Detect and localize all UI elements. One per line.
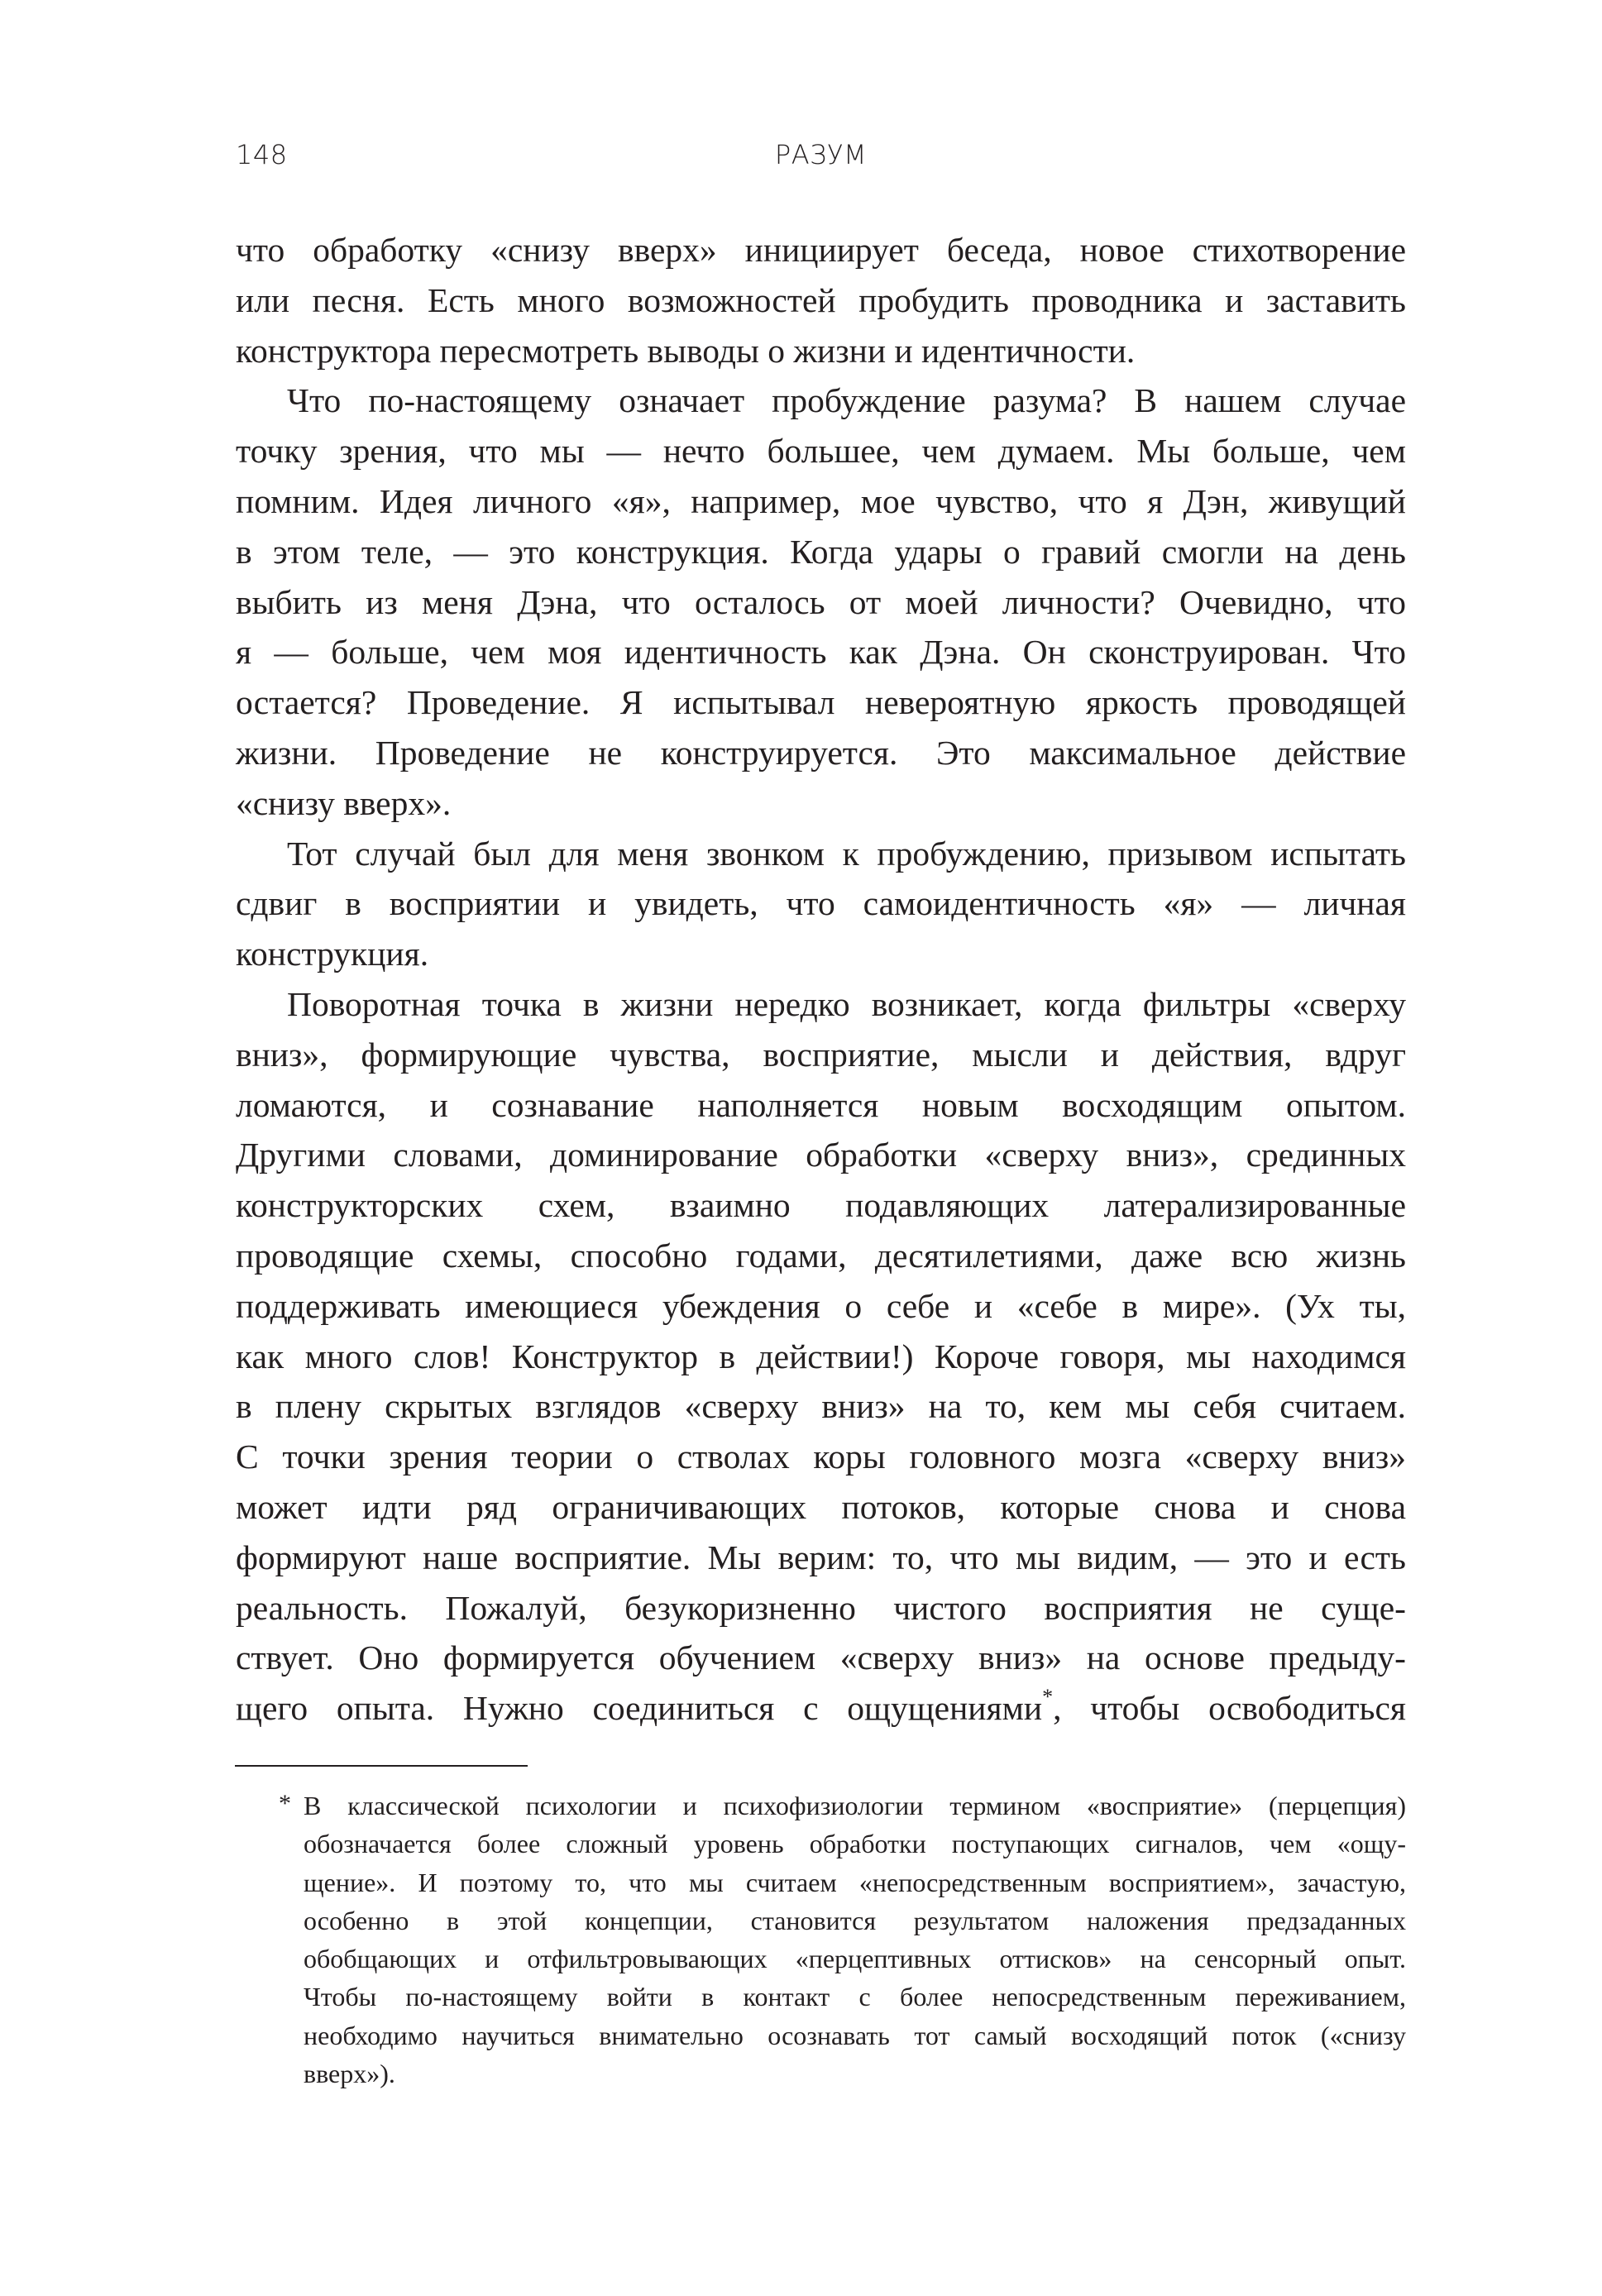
footnote	[279, 1787, 1406, 2093]
footnote-line: обозначается более сложный уровень обработки поступающих сигналов, чем «ощу-	[304, 1829, 1406, 1859]
body-line: Другими словами, доминирование обработки «сверху вниз», срединных	[236, 1136, 1406, 1174]
body-line: как много слов! Конструктор в действии!) Короче говоря, мы находимся	[236, 1337, 1406, 1375]
footnote-line: особенно в этой концепции, становится результатом наложения предзаданных	[304, 1905, 1406, 1935]
footnote-separator	[235, 1765, 528, 1767]
body-line: конструкция.	[236, 935, 429, 973]
body-line: формируют наше восприятие. Мы верим: то, что мы видим, — это и есть	[236, 1538, 1406, 1576]
running-title: РАЗУМ	[774, 139, 868, 170]
body-line: может идти ряд ограничивающих потоков, которые снова и снова	[236, 1487, 1406, 1526]
final-line-after: , чтобы освободиться	[1053, 1689, 1406, 1728]
body-line: «снизу вверх».	[236, 783, 452, 822]
footnote-line: обобщающих и отфильтровывающих «перцептивных оттисков» на сенсорный опыт.	[304, 1944, 1406, 1974]
body-line: С точки зрения теории о стволах коры головного мозга «сверху вниз»	[236, 1437, 1406, 1476]
body-line: реальность. Пожалуй, безукоризненно чистого восприятия не суще-	[236, 1588, 1406, 1627]
footnote-reference[interactable]: *	[1042, 1685, 1054, 1710]
final-line-before: щего опыта. Нужно соединиться с ощущениями	[236, 1689, 1043, 1728]
body-line: Поворотная точка в жизни нередко возникает, когда фильтры «сверху	[287, 984, 1406, 1023]
footnote-line: необходимо научиться внимательно осознавать тот самый восходящий поток («снизу	[304, 2020, 1406, 2050]
running-head	[236, 139, 1406, 172]
body-line: вниз», формирующие чувства, восприятие, мысли и действия, вдруг	[236, 1035, 1406, 1074]
body-line: или песня. Есть много возможностей пробудить проводника и заставить	[236, 280, 1406, 319]
body-line: сдвиг в восприятии и увидеть, что самоидентичность «я» — личная	[236, 884, 1406, 923]
body-line-final	[236, 1683, 1406, 1734]
footnote-line: В классической психологии и психофизиологии термином «восприятие» (перцепция)	[304, 1791, 1406, 1820]
body-line: проводящие схемы, способно годами, десятилетиями, даже всю жизнь	[236, 1236, 1406, 1275]
body-line: Тот случай был для меня звонком к пробуждению, призывом испытать	[287, 834, 1406, 873]
body-line: в плену скрытых взглядов «сверху вниз» на то, кем мы себя считаем.	[236, 1387, 1406, 1426]
body-line: конструкторских схем, взаимно подавляющих латерализированные	[236, 1186, 1406, 1225]
footnote-line: щение». И поэтому то, что мы считаем «непосредственным восприятием», зачастую,	[304, 1867, 1406, 1897]
body-line: поддерживать имеющиеся убеждения о себе и «себе в мире». (Ух ты,	[236, 1286, 1406, 1325]
body-line: ствует. Оно формируется обучением «сверху вниз» на основе предыду-	[236, 1638, 1406, 1677]
body-line: жизни. Проведение не конструируется. Это максимальное действие	[236, 733, 1406, 772]
body-line: конструктора пересмотреть выводы о жизни и идентичности.	[236, 331, 1136, 370]
body-line: что обработку «снизу вверх» инициирует беседа, новое стихотворение	[236, 231, 1406, 269]
footnote-line: Чтобы по-настоящему войти в контакт с более непосредственным переживанием,	[304, 1982, 1406, 2012]
body-line: я — больше, чем моя идентичность как Дэна. Он сконструирован. Что	[236, 633, 1406, 672]
footnote-line: вверх»).	[304, 2059, 395, 2089]
body-line: ломаются, и сознавание наполняется новым восходящим опытом.	[236, 1085, 1406, 1124]
page-number: 148	[236, 139, 288, 170]
footnote-marker: *	[279, 1790, 291, 1817]
body-line: точку зрения, что мы — нечто большее, чем думаем. Мы больше, чем	[236, 432, 1406, 471]
body-line: помним. Идея личного «я», например, мое чувство, что я Дэн, живущий	[236, 481, 1406, 520]
body-line: в этом теле, — это конструкция. Когда удары о гравий смогли на день	[236, 532, 1406, 571]
body-text	[236, 225, 1406, 1734]
body-line: выбить из меня Дэна, что осталось от моей личности? Очевидно, что	[236, 582, 1406, 621]
body-line: Что по-настоящему означает пробуждение разума? В нашем случае	[287, 381, 1406, 420]
body-line: остается? Проведение. Я испытывал невероятную яркость проводящей	[236, 683, 1406, 722]
